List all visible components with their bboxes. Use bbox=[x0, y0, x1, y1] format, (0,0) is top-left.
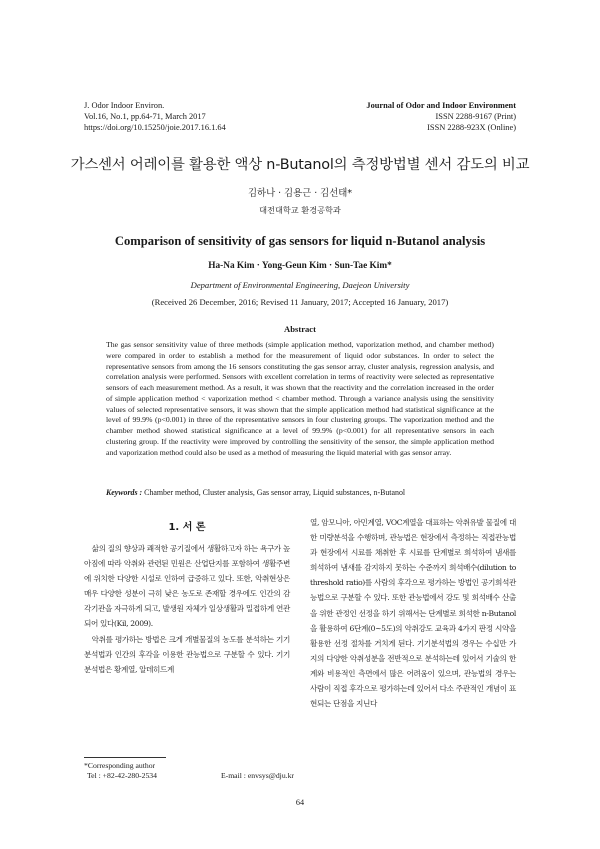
keywords-label: Keywords : bbox=[106, 488, 143, 497]
corresponding-author-label: *Corresponding author bbox=[84, 761, 156, 770]
body-paragraph: 삶의 질의 향상과 쾌적한 공기질에서 생활하고자 하는 욕구가 높아짐에 따라 악취와 관련된 민원은 산업단지를 포함하여 생활주변에 위치한 다양한 시설로 인하여 급증하고 있다. 또한, 악취현상은 매우 다양한 성분이 극히 낮은 농도로 존재할 경우에도 인간의 감각기관을 자극하게 되고, 발생원 자체가 일상생활과 밀접하게 연관되어 있다(Kil, 2009). bbox=[84, 544, 290, 629]
journal-short-name: J. Odor Indoor Environ. bbox=[84, 101, 165, 110]
abstract-body: The gas sensor sensitivity value of three methods (simple application method, vaporization method, and chamber method) were compared in order to establish a method for the measurement of liquid odor substances. In order to select the representative sensors from among the 16 sensors constituting the gas sensor array, cluster analysis, regression analysis, and correlation analysis were performed. Sensors with excellent correlation in terms of reactivity were selected as representative sensors of each measurement method. As a result, it was shown that the reactivity and the correlation increased in the order of simple application method < vaporization method < chamber method. Through a variance analysis using the sensitivity values of selected representative sensors, it was shown that the simple application method had statistical significance at the level of 99.9% (p<0.001) in three of the representative sensors in four clustering groups. The vaporization method and the chamber method showed statistical significance at a level of 99.9% (p<0.001) for all representative sensors in each clustering group. If the reactivity were improved by controlling the sensitivity of the sensor, the simple application method and vaporization method could also be used as a method of measuring the liquid material with gas sensor array. bbox=[106, 340, 494, 457]
section-title-introduction: 1. 서 론 bbox=[168, 522, 206, 533]
body-column-right bbox=[310, 515, 516, 711]
page-number: 64 bbox=[295, 798, 305, 807]
footnote-divider bbox=[84, 757, 166, 758]
authors-korean: 김하나 · 김용근 · 김선태* bbox=[247, 188, 353, 199]
volume-pages: Vol.16, No.1, pp.64-71, March 2017 bbox=[84, 112, 206, 121]
paper-title-korean: 가스센서 어레이를 활용한 액상 n-Butanol의 측정방법별 센서 감도의 비교 bbox=[70, 157, 530, 173]
journal-header-left bbox=[84, 100, 226, 133]
doi-link[interactable]: https://doi.org/10.15250/joie.2017.16.1.64 bbox=[84, 123, 226, 132]
journal-header-right bbox=[366, 100, 516, 133]
keywords-list: Chamber method, Cluster analysis, Gas sensor array, Liquid substances, n-Butanol bbox=[144, 488, 406, 497]
issn-online: ISSN 2288-923X (Online) bbox=[427, 123, 516, 132]
abstract-heading: Abstract bbox=[284, 324, 316, 334]
received-dates: (Received 26 December, 2016; Revised 11 January, 2017; Accepted 16 January, 2017) bbox=[151, 297, 449, 307]
body-paragraph: 악취를 평가하는 방법은 크게 개별물질의 농도를 분석하는 기기분석법과 인간의 후각을 이용한 관능법으로 구분할 수 있다. 기기분석법은 황계열, 알데히드계 bbox=[84, 634, 290, 674]
affiliation-korean: 대전대학교 환경공학과 bbox=[259, 205, 341, 215]
issn-print: ISSN 2288-9167 (Print) bbox=[435, 112, 516, 121]
keywords bbox=[106, 488, 506, 497]
paper-title-english: Comparison of sensitivity of gas sensors for liquid n-Butanol analysis bbox=[114, 234, 486, 248]
contact-row bbox=[84, 771, 294, 781]
authors-english: Ha-Na Kim · Yong-Geun Kim · Sun-Tae Kim* bbox=[208, 261, 392, 271]
body-paragraph: 열, 암모니아, 아민계열, VOC계열을 대표하는 악취유발 물질에 대한 미량분석을 수행하며, 관능법은 현장에서 측정하는 직접관능법과 현장에서 시료를 채취한 후 시료를 단계별로 희석하여 냄새를 희석하여 냄새를 감지하지 못하는 수준까지 희석배수(dilution to threshold ratio)를 사람의 후각으로 평가하는 방법인 공기희석관능법으로 구분할 수 있다. 또한 관능법에서 강도 및 희석배수 산출을 위한 관정인 선정을 하기 위해서는 단계별로 희석한 n-Butanol을 활용하여 6단계(0~5도)의 악취강도 교육과 4가지 판정 시약을 활용한 선정 절차를 거치게 된다. 기기분석법의 경우는 수십만 가지의 다양한 악취성분을 전반적으로 분석하는데 있어서 기술의 한계와 비용적인 측면에서 많은 어려움이 있으며, 관능법의 경우는 사람이 직접 후각으로 평가하는데 있어서 다소 주관적인 개념이 표현되는 단점을 지닌다 bbox=[310, 518, 516, 709]
body-column-left bbox=[84, 541, 290, 677]
journal-full-name: Journal of Odor and Indoor Environment bbox=[366, 101, 516, 110]
affiliation-english: Department of Environmental Engineering, Daejeon University bbox=[190, 280, 410, 290]
footnote bbox=[84, 761, 294, 781]
phone-number: Tel : +82-42-280-2534 bbox=[87, 771, 157, 780]
email-address[interactable]: E-mail : envsys@dju.kr bbox=[220, 771, 294, 780]
